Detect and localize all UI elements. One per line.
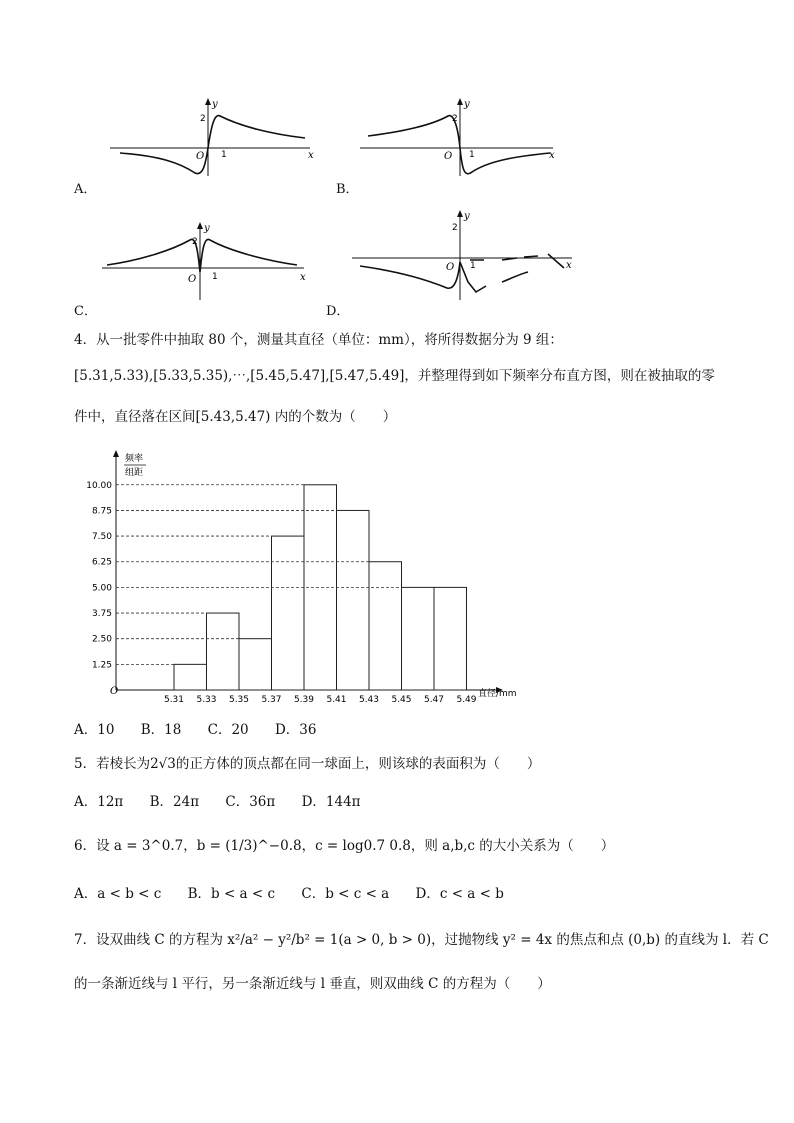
x-axis-label: 直径/mm bbox=[478, 689, 517, 699]
q5-value: 2√3 bbox=[150, 756, 176, 772]
graph-b-plot bbox=[360, 98, 560, 178]
graph-a-x-label: x bbox=[308, 150, 314, 161]
q5-choice-a[interactable]: A．12π bbox=[74, 794, 124, 810]
q6-stem: 6．设 a = 3^0.7，b = (1/3)^−0.8，c = log0.7 0.8，则 a,b,c 的大小关系为（ ） bbox=[74, 838, 615, 854]
graph-b-origin: O bbox=[444, 151, 453, 162]
q6-choice-c[interactable]: C．b < c < a bbox=[301, 886, 390, 902]
q7-line1: 7．设双曲线 C 的方程为 x²/a² − y²/b² = 1(a > 0, b > 0)，过抛物线 y² = 4x 的焦点和点 (0,b) 的直线为 l．若 C bbox=[74, 932, 769, 948]
y-label-bottom: 组距 bbox=[125, 468, 144, 478]
graph-a-tick-2: 2 bbox=[200, 114, 206, 124]
graph-a-y-label: y bbox=[212, 99, 218, 110]
q4-choice-c[interactable]: C．20 bbox=[207, 722, 249, 738]
q4-choices bbox=[74, 718, 338, 738]
bar-5.41 bbox=[337, 510, 370, 690]
bar-5.47 bbox=[434, 587, 467, 690]
bar-5.43 bbox=[369, 562, 402, 690]
bar-5.31 bbox=[174, 664, 207, 690]
x-tick-5.43: 5.43 bbox=[358, 695, 380, 705]
q7-line2: 的一条渐近线与 l 平行，另一条渐近线与 l 垂直，则双曲线 C 的方程为（ ） bbox=[74, 976, 551, 992]
graph-d-x-label: x bbox=[566, 260, 572, 271]
graph-a-plot bbox=[110, 98, 320, 178]
graph-c-x-label: x bbox=[300, 272, 306, 283]
graph-a-tick-1: 1 bbox=[221, 150, 227, 160]
option-d-label: D． bbox=[326, 304, 350, 319]
graph-option-d bbox=[352, 210, 582, 302]
option-b-label: B． bbox=[336, 182, 359, 197]
option-c-label: C． bbox=[74, 304, 97, 319]
graph-b-tick-1: 1 bbox=[469, 150, 475, 160]
q4-line1: 4．从一批零件中抽取 80 个，测量其直径（单位：mm），将所得数据分为 9 组： bbox=[74, 332, 563, 348]
q5-suffix: 的正方体的顶点都在同一球面上，则该球的表面积为（ ） bbox=[175, 756, 541, 772]
graph-c-y-label: y bbox=[204, 223, 210, 234]
q5-stem bbox=[74, 754, 540, 774]
x-tick-5.39: 5.39 bbox=[293, 695, 315, 705]
graph-option-b bbox=[360, 98, 560, 178]
q4-choice-d[interactable]: D．36 bbox=[274, 722, 317, 738]
x-tick-5.33: 5.33 bbox=[196, 695, 217, 705]
graph-option-c bbox=[102, 222, 312, 302]
y-tick-2.50: 2.50 bbox=[91, 634, 112, 645]
graph-c-tick-2: 2 bbox=[192, 237, 198, 247]
q4-line3: 件中，直径落在区间[5.43,5.47) 内的个数为（ ） bbox=[74, 409, 397, 425]
q5-choice-b[interactable]: B．24π bbox=[149, 794, 200, 810]
graph-c-tick-1: 1 bbox=[212, 272, 218, 282]
q4-choice-a[interactable]: A．10 bbox=[74, 722, 115, 738]
bar-5.37 bbox=[272, 536, 305, 690]
x-tick-5.45: 5.45 bbox=[391, 695, 412, 705]
q6-choice-a[interactable]: A．a < b < c bbox=[74, 886, 162, 902]
graph-b-tick-2: 2 bbox=[452, 114, 458, 124]
q5-choices bbox=[74, 790, 383, 810]
q6-choice-d[interactable]: D．c < a < b bbox=[415, 886, 504, 902]
bar-5.33 bbox=[207, 613, 240, 690]
q4-line2: [5.31,5.33),[5.33,5.35),⋯,[5.45,5.47],[5.47,5.49]，并整理得到如下频率分布直方图，则在被抽取的零 bbox=[74, 368, 715, 384]
q5-choice-d[interactable]: D．144π bbox=[301, 794, 361, 810]
y-tick-3.75: 3.75 bbox=[91, 609, 112, 620]
histogram-svg bbox=[74, 448, 534, 708]
option-a-label: A． bbox=[74, 182, 97, 197]
graph-b-y-label: y bbox=[464, 99, 470, 110]
histogram bbox=[74, 448, 534, 712]
x-tick-5.41: 5.41 bbox=[326, 695, 347, 705]
q5-prefix: 5．若棱长为 bbox=[74, 756, 151, 772]
graph-c-origin: O bbox=[188, 274, 197, 285]
q4-choice-b[interactable]: B．18 bbox=[140, 722, 182, 738]
y-tick-5.00: 5.00 bbox=[91, 583, 112, 594]
q6-choices bbox=[74, 882, 526, 902]
graph-option-a bbox=[110, 98, 320, 178]
graph-b-x-label: x bbox=[549, 150, 555, 161]
y-tick-7.50: 7.50 bbox=[91, 532, 112, 543]
bar-5.35 bbox=[239, 639, 272, 690]
origin-label: O bbox=[110, 686, 119, 697]
x-tick-5.47: 5.47 bbox=[423, 695, 445, 705]
graph-d-plot bbox=[352, 210, 582, 302]
graph-d-y-label: y bbox=[464, 211, 470, 222]
x-tick-5.37: 5.37 bbox=[261, 695, 282, 705]
q5-choice-c[interactable]: C．36π bbox=[225, 794, 276, 810]
x-tick-5.31: 5.31 bbox=[163, 695, 185, 705]
x-tick-5.35: 5.35 bbox=[228, 695, 250, 705]
graph-d-origin: O bbox=[446, 262, 455, 273]
graph-a-origin: O bbox=[196, 151, 205, 162]
bar-5.45 bbox=[402, 587, 435, 690]
y-tick-8.75: 8.75 bbox=[91, 506, 112, 517]
q6-choice-b[interactable]: B．b < a < c bbox=[187, 886, 276, 902]
y-tick-1.25: 1.25 bbox=[91, 660, 112, 671]
graph-d-tick-1: 1 bbox=[470, 261, 476, 271]
x-tick-5.49: 5.49 bbox=[456, 695, 477, 705]
y-label-top: 频率 bbox=[125, 454, 144, 464]
graph-c-plot bbox=[102, 222, 312, 302]
y-tick-10.00: 10.00 bbox=[86, 480, 112, 491]
graph-d-tick-2: 2 bbox=[452, 223, 458, 233]
y-tick-6.25: 6.25 bbox=[91, 557, 112, 568]
